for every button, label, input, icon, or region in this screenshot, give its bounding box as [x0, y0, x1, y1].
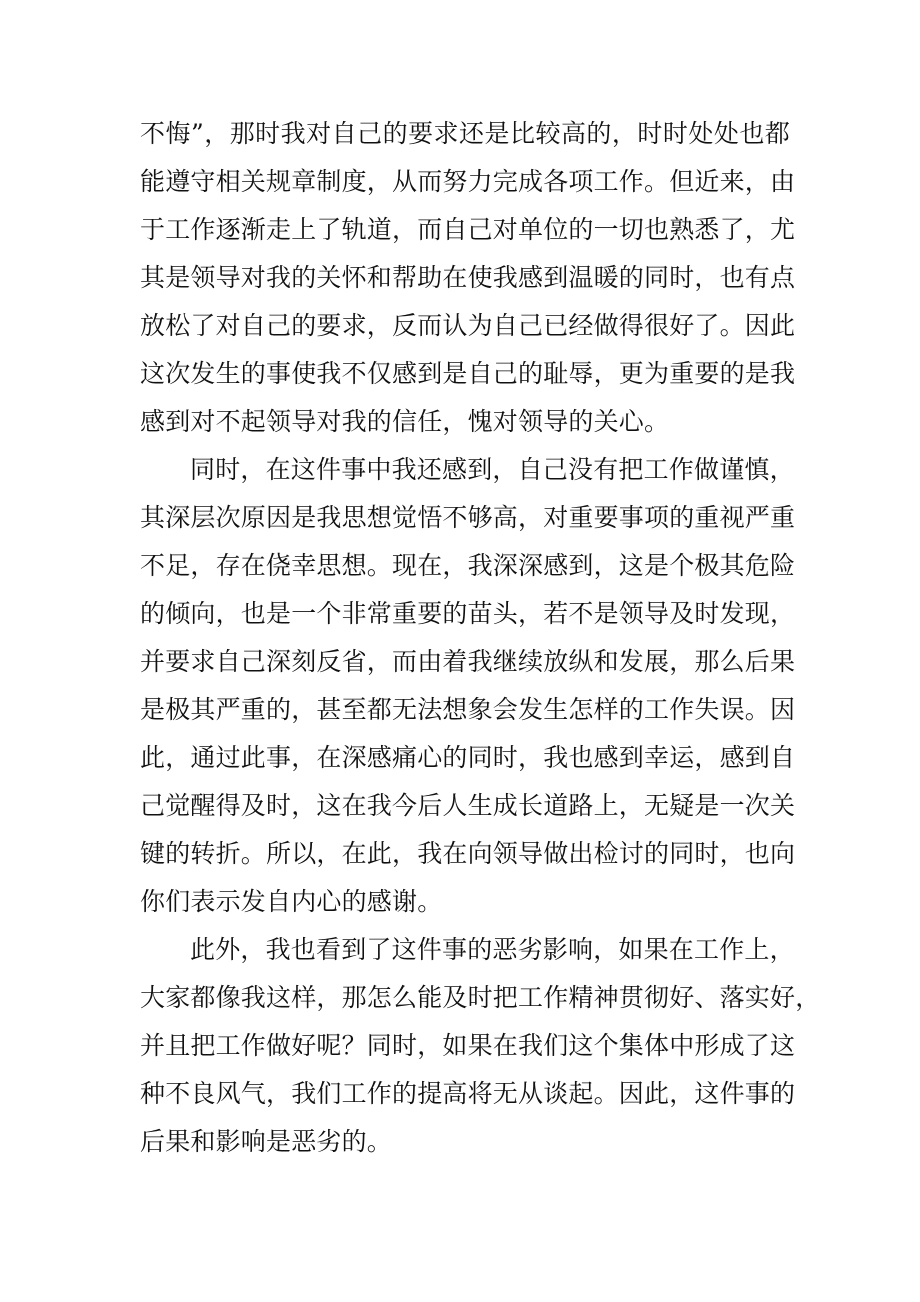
paragraph-line: 并要求自己深刻反省，而由着我继续放纵和发展，那么后果: [140, 647, 796, 676]
paragraph-line: 的倾向，也是一个非常重要的苗头，若不是领导及时发现，: [140, 599, 796, 628]
paragraph-line: 不足，存在侥幸思想。现在，我深深感到，这是个极其危险: [140, 551, 796, 580]
paragraph-line: 己觉醒得及时，这在我今后人生成长道路上，无疑是一次关: [140, 791, 796, 820]
paragraph-line: 其是领导对我的关怀和帮助在使我感到温暖的同时，也有点: [140, 263, 796, 292]
paragraph-line: 大家都像我这样，那怎么能及时把工作精神贯彻好、落实好，: [140, 983, 821, 1012]
paragraph-line: 同时，在这件事中我还感到，自己没有把工作做谨慎，: [190, 455, 795, 484]
paragraph-1: [140, 110, 796, 446]
paragraph-line: 种不良风气，我们工作的提高将无从谈起。因此，这件事的: [140, 1079, 796, 1108]
paragraph-line: 于工作逐渐走上了轨道，而自己对单位的一切也熟悉了，尤: [140, 215, 796, 244]
paragraph-line: 感到对不起领导对我的信任，愧对领导的关心。: [140, 407, 670, 436]
paragraph-line: 其深层次原因是我思想觉悟不够高，对重要事项的重视严重: [140, 503, 796, 532]
paragraph-line: 后果和影响是恶劣的。: [140, 1127, 393, 1156]
paragraph-line: 这次发生的事使我不仅感到是自己的耻辱，更为重要的是我: [140, 359, 796, 388]
paragraph-line: 并且把工作做好呢？同时，如果在我们这个集体中形成了这: [140, 1031, 796, 1060]
paragraph-line: 放松了对自己的要求，反而认为自己已经做得很好了。因此: [140, 311, 796, 340]
paragraph-line: 能遵守相关规章制度，从而努力完成各项工作。但近来，由: [140, 167, 796, 196]
paragraph-line: 此，通过此事，在深感痛心的同时，我也感到幸运，感到自: [140, 743, 796, 772]
paragraph-line: 此外，我也看到了这件事的恶劣影响，如果在工作上，: [190, 935, 795, 964]
paragraph-line: 是极其严重的，甚至都无法想象会发生怎样的工作失误。因: [140, 695, 796, 724]
document-body: [140, 110, 821, 1166]
paragraph-line: 你们表示发自内心的感谢。: [140, 887, 443, 916]
paragraph-line: 不悔”，那时我对自己的要求还是比较高的，时时处处也都: [140, 119, 790, 148]
paragraph-line: 键的转折。所以，在此，我在向领导做出检讨的同时，也向: [140, 839, 796, 868]
paragraph-3: [140, 926, 821, 1166]
paragraph-2: [140, 446, 796, 926]
